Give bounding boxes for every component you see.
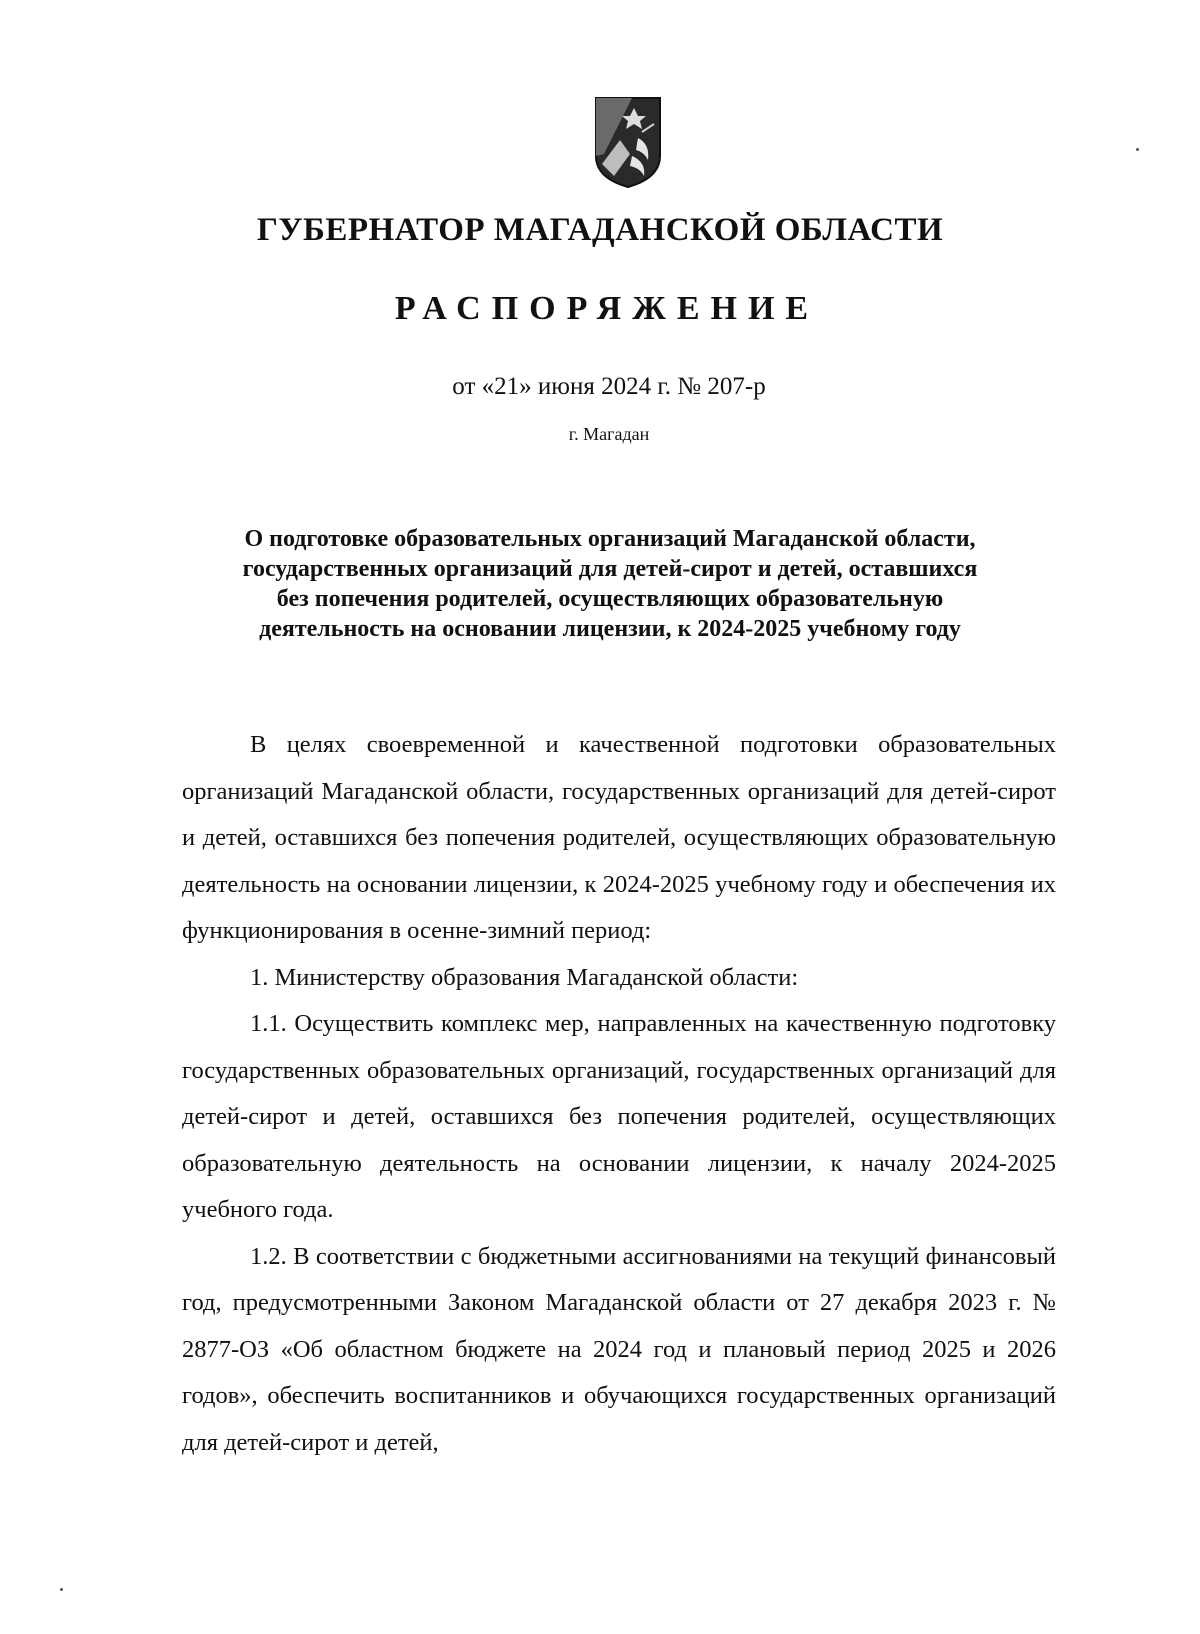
scan-artifact: [1136, 148, 1139, 151]
document-city: г. Магадан: [568, 424, 650, 444]
body-paragraph-preamble: В целях своевременной и качественной подготовки образовательных организаций Магаданской области, государственных организаций для детей-сирот и детей, оставшихся без попечения родителей, осуществляющих образовательную деятельность на основании лицензии, к 2024-2025 учебному году и обеспечения их функционирования в осенне-зимний период:: [182, 731, 1056, 944]
body-paragraph-item-1-1: 1.1. Осуществить комплекс мер, направленных на качественную подготовку государственных образовательных организаций, государственных организаций для детей-сирот и детей, оставшихся без попечения родителей, осуществляющих образовательную деятельность на основании лицензии, к началу 2024-2025 учебного года.: [182, 1010, 1056, 1223]
body-paragraph-item-1-2: 1.2. В соответствии с бюджетными ассигнованиями на текущий финансовый год, предусмотренными Законом Магаданской области от 27 декабря 2023 г. № 2877-ОЗ «Об областном бюджете на 2024 год и плановый период 2025 и 2026 годов», обеспечить воспитанников и обучающихся государственных организаций для детей-сирот и детей,: [182, 1242, 1056, 1456]
body-paragraph-item-1: 1. Министерству образования Магаданской области:: [250, 963, 799, 991]
subject-line: без попечения родителей, осуществляющих образовательную: [276, 586, 944, 612]
scan-artifact: [60, 1588, 63, 1591]
coat-of-arms-icon: [592, 94, 664, 190]
subject-line: деятельность на основании лицензии, к 2024-2025 учебному году: [259, 616, 961, 642]
subject-line: О подготовке образовательных организаций Магаданской области,: [244, 526, 976, 552]
document-subject: [150, 524, 1070, 644]
subject-line: государственных организаций для детей-сирот и детей, оставшихся: [242, 556, 978, 582]
document-type-title: РАСПОРЯЖЕНИЕ: [394, 290, 820, 327]
document-date-number: от «21» июня 2024 г. № 207-р: [452, 373, 766, 400]
document-body: [182, 722, 1056, 1466]
issuing-authority: ГУБЕРНАТОР МАГАДАНСКОЙ ОБЛАСТИ: [256, 212, 944, 248]
